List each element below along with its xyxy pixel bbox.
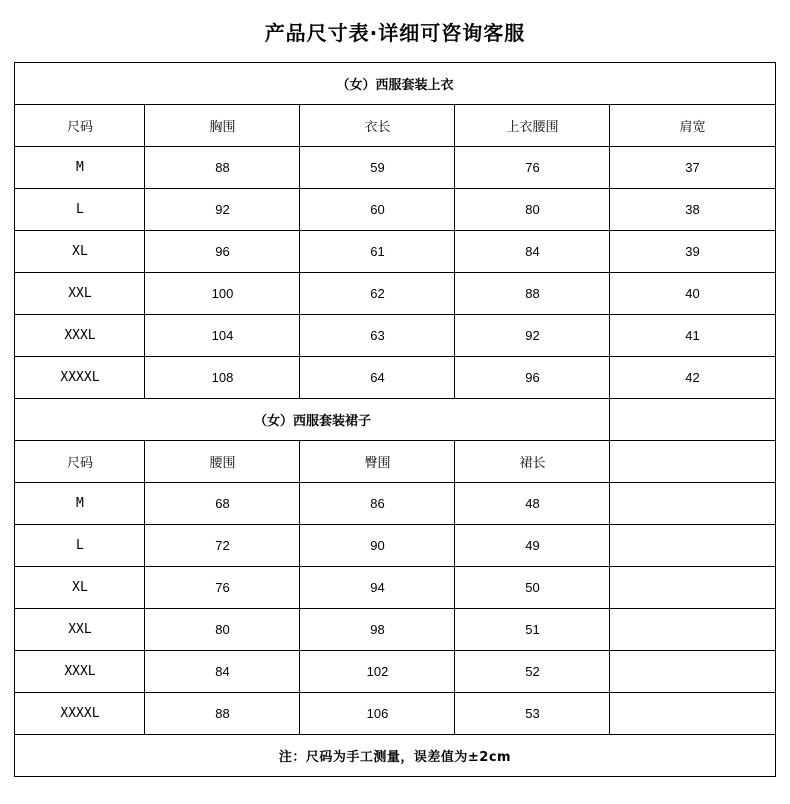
table-row [15,525,775,567]
value-cell: 84 [455,231,610,273]
table-row [15,231,775,273]
table-row [15,567,775,609]
table-row [15,609,775,651]
value-cell: 86 [300,483,455,525]
value-cell: 40 [610,273,775,315]
column-header: 衣长 [300,105,455,147]
size-cell: L [15,525,145,567]
size-cell: XXL [15,609,145,651]
value-cell: 76 [455,147,610,189]
value-cell: 41 [610,315,775,357]
section-header-row [15,399,775,441]
table-header-row [15,441,775,483]
value-cell: 37 [610,147,775,189]
size-cell: XXXXL [15,357,145,399]
empty-cell [610,483,775,525]
size-cell: L [15,189,145,231]
value-cell: 38 [610,189,775,231]
column-header: 肩宽 [610,105,775,147]
value-cell: 92 [145,189,300,231]
value-cell: 88 [145,147,300,189]
value-cell: 49 [455,525,610,567]
value-cell: 80 [455,189,610,231]
empty-cell [610,693,775,735]
value-cell: 96 [455,357,610,399]
value-cell: 64 [300,357,455,399]
value-cell: 51 [455,609,610,651]
size-cell: XL [15,567,145,609]
value-cell: 62 [300,273,455,315]
value-cell: 108 [145,357,300,399]
value-cell: 100 [145,273,300,315]
value-cell: 80 [145,609,300,651]
value-cell: 102 [300,651,455,693]
value-cell: 53 [455,693,610,735]
size-cell: XXXL [15,315,145,357]
size-cell: XXL [15,273,145,315]
size-chart-table [14,62,775,777]
section-title-jacket: （女）西服套装上衣 [15,63,775,105]
value-cell: 61 [300,231,455,273]
table-row [15,483,775,525]
empty-cell [610,525,775,567]
table-row [15,357,775,399]
size-cell: XXXL [15,651,145,693]
empty-cell [610,609,775,651]
value-cell: 52 [455,651,610,693]
table-row [15,693,775,735]
table-row [15,189,775,231]
value-cell: 60 [300,189,455,231]
value-cell: 104 [145,315,300,357]
value-cell: 72 [145,525,300,567]
value-cell: 90 [300,525,455,567]
value-cell: 39 [610,231,775,273]
column-header: 腰围 [145,441,300,483]
value-cell: 68 [145,483,300,525]
value-cell: 88 [455,273,610,315]
table-row [15,315,775,357]
value-cell: 94 [300,567,455,609]
value-cell: 42 [610,357,775,399]
section-title-skirt: （女）西服套装裙子 [15,399,610,441]
column-header: 臀围 [300,441,455,483]
size-cell: M [15,483,145,525]
value-cell: 48 [455,483,610,525]
empty-cell [610,399,775,441]
value-cell: 92 [455,315,610,357]
table-row [15,147,775,189]
section-header-row [15,63,775,105]
empty-cell [610,651,775,693]
note-row [15,735,775,777]
value-cell: 50 [455,567,610,609]
value-cell: 88 [145,693,300,735]
table-row [15,273,775,315]
size-cell: XXXXL [15,693,145,735]
column-header: 尺码 [15,441,145,483]
value-cell: 96 [145,231,300,273]
size-cell: M [15,147,145,189]
value-cell: 98 [300,609,455,651]
empty-cell [610,441,775,483]
value-cell: 106 [300,693,455,735]
empty-cell [610,567,775,609]
table-row [15,651,775,693]
table-header-row [15,105,775,147]
column-header: 裙长 [455,441,610,483]
column-header: 尺码 [15,105,145,147]
value-cell: 59 [300,147,455,189]
value-cell: 84 [145,651,300,693]
measurement-note: 注：尺码为手工测量，误差值为±2cm [15,735,775,777]
size-cell: XL [15,231,145,273]
column-header: 上衣腰围 [455,105,610,147]
value-cell: 63 [300,315,455,357]
column-header: 胸围 [145,105,300,147]
value-cell: 76 [145,567,300,609]
page-title: 产品尺寸表·详细可咨询客服 [264,21,526,45]
